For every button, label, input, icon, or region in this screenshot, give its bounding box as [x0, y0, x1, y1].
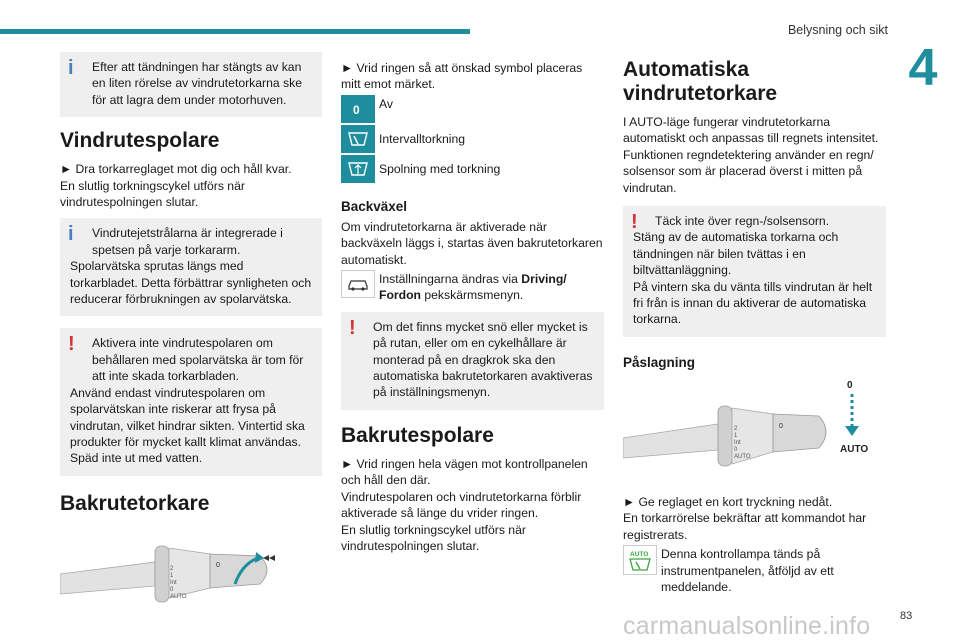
symbol-label: Spolning med torkning [379, 161, 501, 176]
stalk-drawing [60, 524, 322, 608]
heading-bakrutespolare: Bakrutespolare [341, 423, 494, 447]
warning-text: Om det finns mycket snö eller mycket is på rutan, eller om en cykelhållare är monterad på en dragkrok ska den automatiska bakrutetorkaren avaktiveras på inställningsmenyn. [373, 319, 593, 400]
svg-text:Int: Int [734, 439, 741, 446]
heading-paslagning: Påslagning [623, 354, 696, 370]
svg-text:AUTO: AUTO [170, 593, 187, 600]
settings-row [341, 270, 604, 304]
symbol-row-wash [341, 155, 604, 183]
chapter-number: 4 [908, 39, 938, 97]
lamp-text: Denna kontrollampa tänds på instrumentpanelen, åtföljd av ett meddelande. [661, 547, 834, 594]
warning-text: På vintern ska du vänta tills vindrutan är helt fri från is innan du aktiverar de automatiska torkarna. [633, 279, 873, 327]
warning-text: Använd endast vindrutespolaren om spolarvätskan inte riskerar att frysa på vindrutan, vilket hindrar sikten. Vintertid ska produkter för mycket kallt klimat användas. Späd inte ut med vatten. [70, 385, 305, 466]
svg-text:1: 1 [734, 432, 738, 439]
svg-text:0: 0 [216, 561, 220, 569]
settings-text: Inställningarna ändras via [379, 272, 522, 287]
column-1 [60, 52, 322, 608]
symbol-row-off [341, 95, 604, 123]
body-text: En slutlig torkningscykel utförs när vindrutespolningen slutar. [60, 178, 245, 210]
symbol-label: Intervalltorkning [379, 131, 466, 146]
warning-icon: ! [349, 316, 356, 339]
wiper-wash-icon [341, 155, 375, 183]
info-box [60, 52, 322, 117]
body-text: Vindrutespolaren och vindrutetorkarna förblir aktiverade så länge du vrider ringen. [341, 489, 582, 521]
info-text: Vindrutejetstrålarna är integrerade i spetsen på varje torkararm. [92, 226, 283, 257]
info-icon: i [68, 57, 74, 79]
warning-text: Aktivera inte vindrutespolaren om behållaren med spolarvätska är tom för att inte skada torkarbladen. [92, 336, 304, 384]
illus-zero-label: 0 [847, 379, 853, 391]
auto-wiper-lamp-icon [623, 545, 657, 575]
body-text: I AUTO-läge fungerar vindrutetorkarna automatiskt och anpassas till regnets intensitet. Funktionen regndetektering använder en regn/ solsensor som är placerad överst i mitten på vindrutan. [623, 115, 879, 195]
heading-automatiska-vindrutetorkare: Automatiska vindrutetorkare [623, 58, 778, 105]
section-title: Belysning och sikt [787, 23, 888, 37]
car-settings-icon [341, 270, 375, 298]
body-text: En torkarrörelse bekräftar att kommandot har registrerats. [623, 511, 867, 542]
rear-wiper-stalk-illustration [60, 524, 322, 608]
svg-text:0: 0 [734, 446, 738, 453]
wiper-off-icon [341, 95, 375, 123]
heading-backvaxel: Backväxel [341, 198, 408, 214]
stalk-drawing [623, 376, 885, 486]
menu-path: Driving/ Fordon [379, 272, 567, 303]
svg-text:1: 1 [170, 572, 174, 579]
warning-icon: ! [631, 211, 638, 234]
wiper-interval-icon [341, 125, 375, 153]
warning-box [341, 312, 604, 410]
svg-text:0: 0 [170, 586, 174, 593]
svg-text:0: 0 [353, 102, 360, 116]
instruction-text: ► Dra torkarreglaget mot dig och håll kvar. [60, 162, 292, 177]
column-3 [623, 52, 886, 597]
heading-vindrutespolare: Vindrutespolare [60, 129, 220, 153]
svg-text:AUTO: AUTO [734, 453, 751, 460]
info-text: Spolarvätska sprutas längs med torkarbladet. Detta förbättrar synligheten och reducerar förbrukningen av spolarvätska. [70, 259, 312, 307]
warning-box [60, 328, 322, 475]
info-box [60, 218, 322, 316]
body-text: En slutlig torkningscykel utförs när vindrutespolningen slutar. [341, 522, 526, 553]
svg-text:Int: Int [170, 579, 177, 586]
column-2 [341, 52, 604, 554]
svg-text:AUTO: AUTO [630, 551, 649, 559]
warning-lamp-row [623, 545, 886, 595]
svg-text:0: 0 [779, 422, 783, 430]
info-text: Efter att tändningen har stängts av kan en liten rörelse av vindrutetorkarna ske för att lagra dem under motorhuven. [92, 60, 303, 107]
instruction-text: ► Vrid ringen hela vägen mot kontrollpanelen och håll den där. [341, 456, 588, 488]
warning-text: Stäng av de automatiska torkarna och tändningen när bilen tvättas i en biltvättanläggning. [633, 230, 839, 278]
svg-text:2: 2 [734, 425, 738, 432]
body-text: Om vindrutetorkarna är aktiverade när backväxeln läggs i, startas även bakrutetorkaren automatiskt. [341, 219, 603, 267]
svg-text:2: 2 [170, 565, 174, 572]
symbol-row-interval [341, 125, 604, 153]
warning-icon: ! [68, 333, 75, 356]
instruction-text: ► Vrid ringen så att önskad symbol placeras mitt emot märket. [341, 61, 583, 92]
instruction-text: ► Ge reglaget en kort tryckning nedåt. [623, 494, 833, 509]
info-icon: i [68, 223, 74, 246]
header-accent-bar [0, 29, 470, 34]
page-number: 83 [900, 610, 913, 622]
settings-text: pekskärmsmenyn. [420, 288, 524, 303]
heading-bakrutetorkare: Bakrutetorkare [60, 491, 210, 515]
symbol-label: Av [379, 96, 394, 111]
auto-wiper-stalk-illustration [623, 376, 885, 486]
warning-text: Täck inte över regn-/solsensorn. [655, 214, 830, 229]
illus-auto-label: AUTO [840, 443, 869, 455]
warning-box [623, 206, 886, 337]
watermark: carmanualsonline.info [623, 612, 871, 640]
